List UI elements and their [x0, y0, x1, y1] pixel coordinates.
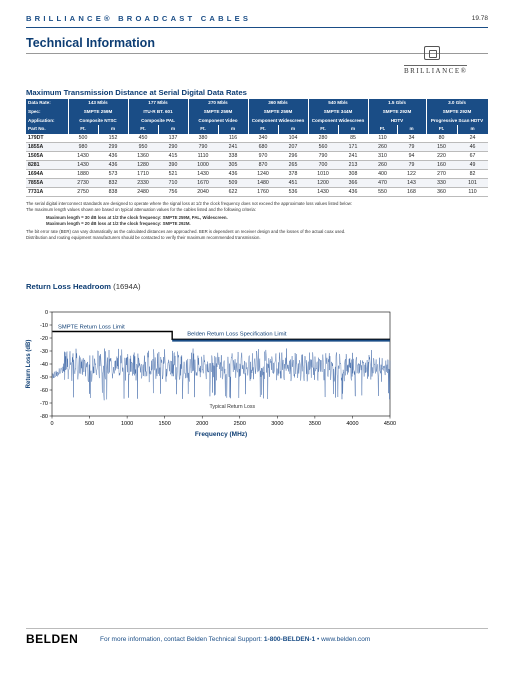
header-label: Spec:	[26, 108, 68, 117]
x-tick-label: 2500	[233, 421, 246, 427]
annotation-smpte: SMPTE Return Loss Limit	[58, 324, 125, 331]
table-notes	[26, 201, 488, 241]
value-cell: 378	[278, 169, 308, 178]
value-cell: 710	[158, 178, 188, 187]
header-cell: SMPTE 344M	[308, 108, 368, 117]
header-cell: HDTV	[368, 116, 426, 125]
y-tick-label: -50	[40, 375, 48, 381]
y-tick-label: -60	[40, 388, 48, 394]
table-row	[26, 169, 488, 178]
return-loss-chart	[22, 298, 412, 444]
value-cell: 220	[426, 151, 457, 160]
note-line: The serial digital interconnect standards are designed to operate where the signal loss at 1/2 the clock frequency does not exceed the approximate loss values listed below:	[26, 201, 353, 206]
y-tick-label: -70	[40, 401, 48, 407]
unit-cell: Ft.	[248, 125, 278, 134]
value-cell: 380	[188, 134, 218, 143]
table-units-row	[26, 125, 488, 134]
value-cell: 110	[457, 187, 488, 196]
belden-logo: BELDEN	[26, 632, 79, 646]
value-cell: 82	[457, 169, 488, 178]
unit-cell: Ft.	[128, 125, 158, 134]
value-cell: 2040	[188, 187, 218, 196]
value-cell: 980	[68, 142, 98, 151]
value-cell: 241	[218, 142, 248, 151]
value-cell: 49	[457, 160, 488, 169]
value-cell: 137	[158, 134, 188, 143]
value-cell: 1010	[308, 169, 338, 178]
note-line: The maximum length values shown are based on typical attenuation values for the cables listed and the following criteria:	[26, 206, 257, 212]
value-cell: 521	[158, 169, 188, 178]
value-cell: 116	[218, 134, 248, 143]
logo-wordmark: BRILLIANCE®	[404, 67, 468, 75]
value-cell: 1360	[128, 151, 158, 160]
value-cell: 756	[158, 187, 188, 196]
y-tick-label: -80	[40, 414, 48, 420]
unit-cell: m	[158, 125, 188, 134]
part-number-cell: 1505A	[26, 151, 68, 160]
footer-phone: 1-800-BELDEN-1	[263, 636, 316, 643]
value-cell: 213	[338, 160, 368, 169]
x-tick-label: 2000	[196, 421, 209, 427]
page-title: Technical Information	[26, 36, 155, 50]
y-axis-label: Return Loss (dB)	[26, 339, 32, 389]
unit-cell: m	[338, 125, 368, 134]
y-tick-label: -20	[40, 336, 48, 342]
value-cell: 101	[457, 178, 488, 187]
value-cell: 436	[98, 151, 128, 160]
distance-table	[26, 99, 489, 197]
part-number-cell: 1855A	[26, 142, 68, 151]
header-cell: Component Video	[188, 116, 248, 125]
value-cell: 305	[218, 160, 248, 169]
value-cell: 436	[218, 169, 248, 178]
unit-cell: Part No.	[26, 125, 68, 134]
value-cell: 680	[248, 142, 278, 151]
x-tick-label: 0	[50, 421, 54, 427]
value-cell: 436	[338, 187, 368, 196]
value-cell: 870	[248, 160, 278, 169]
value-cell: 160	[426, 160, 457, 169]
value-cell: 299	[98, 142, 128, 151]
value-cell: 400	[368, 169, 397, 178]
value-cell: 390	[158, 160, 188, 169]
value-cell: 94	[397, 151, 426, 160]
unit-cell: m	[397, 125, 426, 134]
page-number: 19.78	[471, 15, 488, 22]
value-cell: 241	[338, 151, 368, 160]
value-cell: 832	[98, 178, 128, 187]
note-line: The bit error rate (BER) can vary dramatically as the calculated distances are approached. BER is dependent on receiver design and the losses of the actual coax used.	[26, 229, 346, 235]
table-header-row	[26, 108, 488, 117]
x-tick-label: 4000	[346, 421, 359, 427]
header-cell: Composite NTSC	[68, 116, 128, 125]
value-cell: 1280	[128, 160, 158, 169]
y-tick-label: -10	[40, 323, 48, 329]
value-cell: 1000	[188, 160, 218, 169]
value-cell: 34	[397, 134, 426, 143]
unit-cell: m	[218, 125, 248, 134]
value-cell: 450	[128, 134, 158, 143]
brilliance-logo	[404, 44, 466, 78]
y-tick-label: -30	[40, 349, 48, 355]
value-cell: 950	[128, 142, 158, 151]
unit-cell: m	[457, 125, 488, 134]
value-cell: 970	[248, 151, 278, 160]
x-axis-label: Frequency (MHz)	[194, 431, 248, 438]
value-cell: 171	[338, 142, 368, 151]
value-cell: 308	[338, 169, 368, 178]
value-cell: 536	[278, 187, 308, 196]
chart-title	[26, 282, 141, 291]
footer-divider	[26, 628, 488, 629]
value-cell: 340	[248, 134, 278, 143]
part-number-cell: 7731A	[26, 187, 68, 196]
part-number-cell: 7855A	[26, 178, 68, 187]
value-cell: 143	[397, 178, 426, 187]
table-row	[26, 160, 488, 169]
unit-cell: Ft.	[368, 125, 397, 134]
value-cell: 1670	[188, 178, 218, 187]
value-cell: 79	[397, 160, 426, 169]
chart-title-sub: (1694A)	[113, 282, 141, 291]
table-row	[26, 151, 488, 160]
x-tick-label: 3000	[271, 421, 284, 427]
value-cell: 509	[218, 178, 248, 187]
unit-cell: Ft.	[426, 125, 457, 134]
series-typical-return-loss	[52, 348, 390, 400]
value-cell: 152	[98, 134, 128, 143]
value-cell: 500	[68, 134, 98, 143]
value-cell: 1110	[188, 151, 218, 160]
y-tick-label: 0	[44, 310, 48, 316]
header-cell: Progressive Scan HDTV	[426, 116, 488, 125]
header-cell: SMPTE 292M	[426, 108, 488, 117]
table-header-row	[26, 99, 488, 108]
value-cell: 79	[397, 142, 426, 151]
value-cell: 1430	[308, 187, 338, 196]
value-cell: 550	[368, 187, 397, 196]
value-cell: 2730	[68, 178, 98, 187]
value-cell: 1430	[188, 169, 218, 178]
header-cell: 540 Mb/s	[308, 99, 368, 108]
value-cell: 700	[308, 160, 338, 169]
header-cell: Component Widescreen	[248, 116, 308, 125]
value-cell: 436	[98, 160, 128, 169]
unit-cell: Ft.	[188, 125, 218, 134]
part-number-cell: 8281	[26, 160, 68, 169]
table-row	[26, 178, 488, 187]
value-cell: 451	[278, 178, 308, 187]
value-cell: 85	[338, 134, 368, 143]
value-cell: 104	[278, 134, 308, 143]
top-divider	[26, 27, 488, 28]
value-cell: 1240	[248, 169, 278, 178]
value-cell: 838	[98, 187, 128, 196]
value-cell: 296	[278, 151, 308, 160]
header-cell: SMPTE 259M	[188, 108, 248, 117]
footer-suffix: • www.belden.com	[315, 636, 371, 643]
part-number-cell: 1694A	[26, 169, 68, 178]
x-tick-label: 3500	[308, 421, 322, 427]
unit-cell: m	[98, 125, 128, 134]
part-number-cell: 179DT	[26, 134, 68, 143]
note-line: Distribution and routing equipment manufacturers should be contacted to verify their maximum recommended transmission.	[26, 234, 261, 240]
value-cell: 2480	[128, 187, 158, 196]
value-cell: 1880	[68, 169, 98, 178]
value-cell: 790	[308, 151, 338, 160]
brand-strip: BRILLIANCE® BROADCAST CABLES	[26, 14, 252, 23]
x-tick-label: 500	[84, 421, 95, 427]
header-cell: Component Widescreen	[308, 116, 368, 125]
note-line-bold: Maximum length = 30 dB loss at 1/2 the clock frequency: SMPTE 259M, PAL, Widescreen.	[46, 215, 228, 221]
footer-contact	[100, 636, 370, 643]
value-cell: 265	[278, 160, 308, 169]
value-cell: 1760	[248, 187, 278, 196]
value-cell: 2330	[128, 178, 158, 187]
value-cell: 290	[158, 142, 188, 151]
header-cell: SMPTE 292M	[368, 108, 426, 117]
value-cell: 415	[158, 151, 188, 160]
y-tick-label: -40	[40, 362, 48, 368]
value-cell: 366	[338, 178, 368, 187]
value-cell: 150	[426, 142, 457, 151]
table-title: Maximum Transmission Distance at Serial Digital Data Rates	[26, 88, 247, 97]
value-cell: 1200	[308, 178, 338, 187]
header-cell: 3.0 Gb/s	[426, 99, 488, 108]
annotation-typical: Typical Return Loss	[209, 404, 256, 411]
value-cell: 168	[397, 187, 426, 196]
header-label: Data Rate:	[26, 99, 68, 108]
value-cell: 67	[457, 151, 488, 160]
value-cell: 790	[188, 142, 218, 151]
value-cell: 24	[457, 134, 488, 143]
header-cell: Composite PAL	[128, 116, 188, 125]
value-cell: 1430	[68, 160, 98, 169]
header-cell: SMPTE 259M	[68, 108, 128, 117]
unit-cell: Ft.	[68, 125, 98, 134]
value-cell: 622	[218, 187, 248, 196]
value-cell: 2750	[68, 187, 98, 196]
value-cell: 110	[368, 134, 397, 143]
note-line-bold: Maximum length = 20 dB loss at 1/2 the clock frequency: SMPTE 292M.	[46, 220, 191, 226]
table-row	[26, 142, 488, 151]
table-row	[26, 187, 488, 196]
value-cell: 270	[426, 169, 457, 178]
header-cell: 143 Mb/s	[68, 99, 128, 108]
header-cell: 177 Mb/s	[128, 99, 188, 108]
header-cell: SMPTE 259M	[248, 108, 308, 117]
value-cell: 560	[308, 142, 338, 151]
value-cell: 330	[426, 178, 457, 187]
value-cell: 1480	[248, 178, 278, 187]
footer-prefix: For more information, contact Belden Technical Support:	[100, 636, 264, 643]
unit-cell: m	[278, 125, 308, 134]
value-cell: 573	[98, 169, 128, 178]
top-bar	[26, 14, 488, 26]
value-cell: 46	[457, 142, 488, 151]
header-label: Application:	[26, 116, 68, 125]
annotation-belden: Belden Return Loss Specification Limit	[187, 331, 287, 338]
value-cell: 338	[218, 151, 248, 160]
logo-mark-icon	[424, 46, 440, 60]
value-cell: 260	[368, 142, 397, 151]
value-cell: 310	[368, 151, 397, 160]
value-cell: 1430	[68, 151, 98, 160]
value-cell: 280	[308, 134, 338, 143]
value-cell: 80	[426, 134, 457, 143]
x-tick-label: 1000	[120, 421, 134, 427]
value-cell: 207	[278, 142, 308, 151]
value-cell: 122	[397, 169, 426, 178]
value-cell: 260	[368, 160, 397, 169]
value-cell: 470	[368, 178, 397, 187]
x-tick-label: 4500	[383, 421, 397, 427]
unit-cell: Ft.	[308, 125, 338, 134]
header-cell: 270 Mb/s	[188, 99, 248, 108]
table-row	[26, 134, 488, 143]
value-cell: 1710	[128, 169, 158, 178]
x-tick-label: 1500	[158, 421, 171, 427]
header-cell: ITU-R BT. 601	[128, 108, 188, 117]
value-cell: 360	[426, 187, 457, 196]
table-header-row	[26, 116, 488, 125]
header-cell: 1.5 Gb/s	[368, 99, 426, 108]
chart-title-main: Return Loss Headroom	[26, 282, 112, 291]
header-cell: 360 Mb/s	[248, 99, 308, 108]
